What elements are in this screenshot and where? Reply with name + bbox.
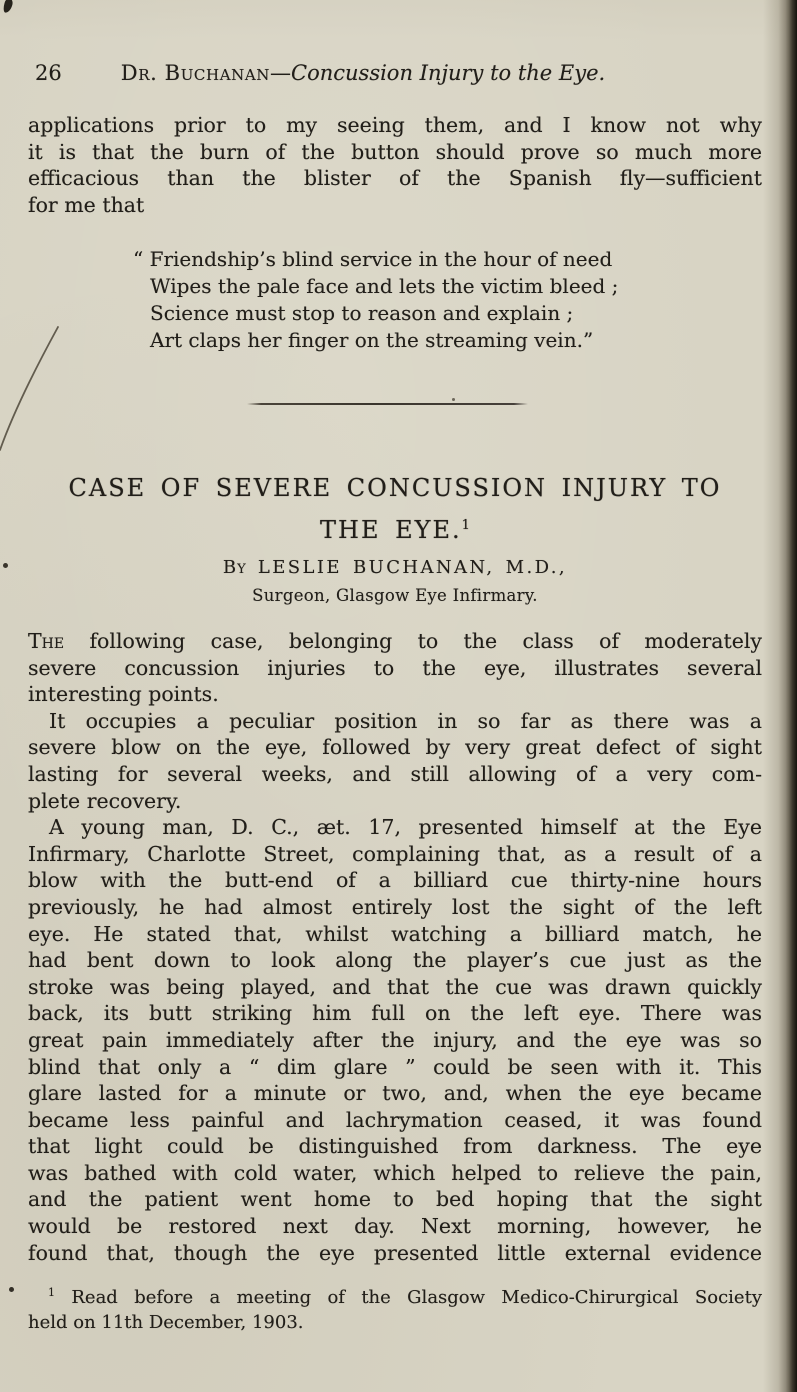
footnote-mark: 1: [48, 1286, 55, 1299]
text-line: eye. He stated that, whilst watching a billiard match, he: [28, 921, 762, 946]
text-line: plete recovery.: [28, 788, 182, 813]
footnote-reference: 1: [461, 518, 470, 533]
poem-line: Wipes the pale face and lets the victim bleed ;: [150, 274, 619, 298]
running-header-title: Concussion Injury to the Eye.: [291, 61, 606, 85]
pen-mark: [0, 320, 65, 454]
text-line: and the patient went home to bed hoping that the sight: [28, 1187, 762, 1212]
paragraph: [28, 814, 762, 1266]
text-line: that light could be distinguished from darkness. The eye: [28, 1134, 762, 1159]
running-header-author: Dr. Buchanan: [120, 61, 271, 85]
article-title: [28, 469, 762, 549]
text-line: great pain immediately after the injury, and the eye was so: [28, 1027, 762, 1052]
text-line: for me that: [28, 192, 145, 217]
text-line: it is that the burn of the button should prove so much more: [28, 139, 762, 164]
intro-paragraph: [28, 112, 762, 218]
footnote-line: $^1$ Read before a meeting of the Glasgow Medico-Chirurgical Society: [48, 1286, 762, 1308]
text-line: back, its butt striking him full on the left eye. There was: [28, 1001, 762, 1026]
text-line: found that, though the eye presented little external evidence: [28, 1240, 762, 1265]
text-line: The following case, belonging to the class of moderately: [28, 629, 762, 653]
text-line: severe concussion injuries to the eye, illustrates several: [28, 655, 762, 680]
text-line: It occupies a peculiar position in so far as there was a: [49, 708, 762, 733]
divider-rule: [247, 403, 528, 405]
affiliation: Surgeon, Glasgow Eye Infirmary.: [252, 586, 538, 605]
small-caps-lead: The: [28, 629, 65, 653]
text-line: became less painful and lachrymation ceased, it was found: [28, 1107, 762, 1132]
text-line: stroke was being played, and that the cue was drawn quickly: [28, 974, 762, 999]
byline-author: LESLIE BUCHANAN, M.D.,: [257, 557, 568, 578]
running-header-dash: —: [270, 61, 292, 85]
text-line: interesting points.: [28, 682, 219, 707]
text-line: severe blow on the eye, followed by very great defect of sight: [28, 735, 762, 760]
ink-speck: [9, 1287, 14, 1292]
byline-by-label: By: [222, 557, 247, 578]
paragraph: [28, 708, 762, 814]
poem-line: Art claps her finger on the streaming vein.”: [150, 328, 594, 352]
page-number: 26: [35, 61, 62, 85]
footnote-line: held on 11th December, 1903.: [28, 1312, 304, 1333]
text-line: had bent down to look along the player’s cue just as the: [28, 948, 762, 973]
poem-quote: [133, 246, 618, 354]
text-line: was bathed with cold water, which helped to relieve the pain,: [28, 1160, 762, 1185]
text-line: blow with the butt-end of a billiard cue thirty-nine hours: [28, 868, 762, 893]
running-header-text: [28, 61, 762, 85]
text-line: glare lasted for a minute or two, and, when the eye became: [28, 1081, 762, 1106]
text-line: efficacious than the blister of the Spanish fly—sufficient: [28, 166, 762, 190]
byline: [28, 557, 762, 578]
poem-line: “ Friendship’s blind service in the hour of need: [133, 247, 613, 271]
page-edge-shadow: [763, 0, 797, 1392]
text-line: blind that only a “ dim glare ” could be seen with it. This: [28, 1054, 762, 1079]
text-line: Infirmary, Charlotte Street, complaining that, as a result of a: [28, 841, 762, 866]
article-title-line2: THE EYE.$^1$: [320, 516, 470, 544]
ink-speck: [3, 563, 8, 568]
article-body: [28, 628, 762, 1266]
ink-speck: [452, 398, 455, 401]
poem-line: Science must stop to reason and explain ;: [150, 301, 574, 325]
running-header: [28, 61, 762, 85]
ink-mark-icon: [2, 0, 14, 14]
text-line: previously, he had almost entirely lost the sight of the left: [28, 894, 762, 919]
paragraph: [28, 628, 762, 708]
text-line: applications prior to my seeing them, and I know not why: [28, 113, 762, 137]
text-line: would be restored next day. Next morning, however, he: [28, 1214, 762, 1239]
text-line: lasting for several weeks, and still allowing of a very com-: [28, 761, 762, 786]
article-title-line1: CASE OF SEVERE CONCUSSION INJURY TO: [68, 474, 722, 502]
footnote: [28, 1280, 762, 1335]
text-line: A young man, D. C., æt. 17, presented himself at the Eye: [49, 815, 762, 840]
